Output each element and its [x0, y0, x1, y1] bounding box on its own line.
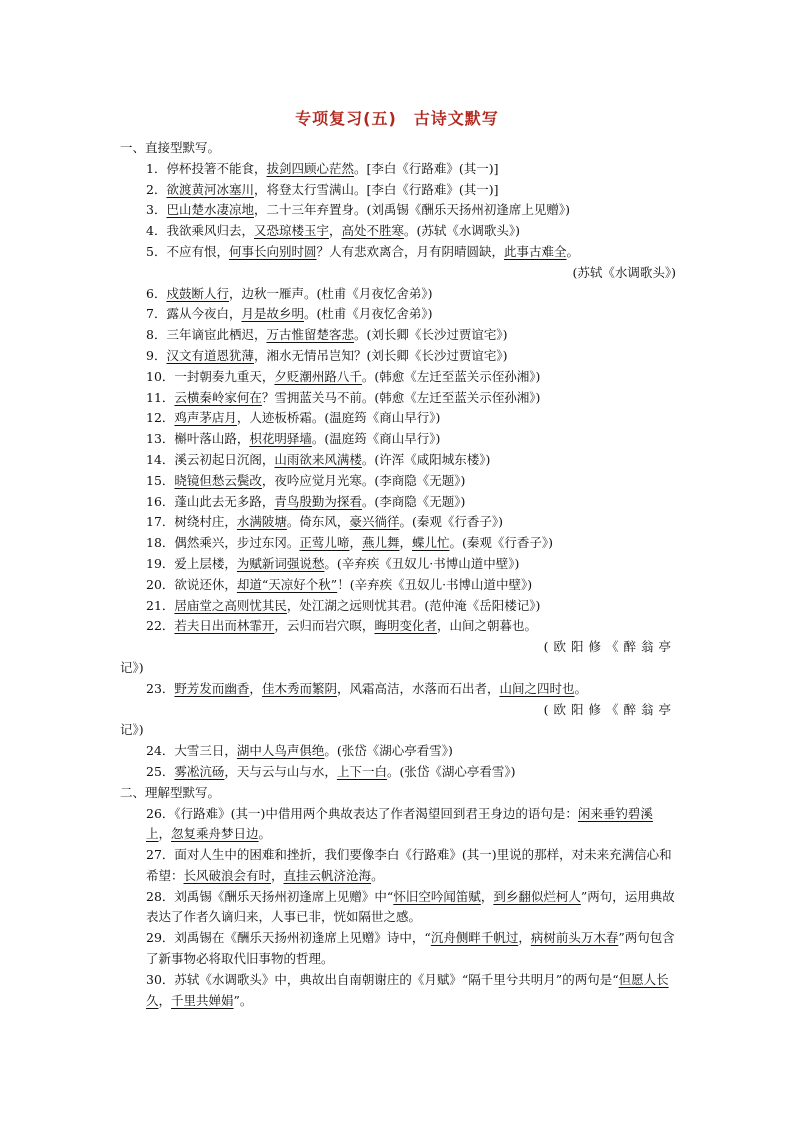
- prompt-text: ，: [480, 888, 494, 904]
- prompt-text: 。(秦观《行香子》): [399, 514, 503, 530]
- question-line: [120, 512, 676, 533]
- page-title: 专项复习(五) 古诗文默写: [295, 109, 499, 128]
- answer-text: 晦明变化者: [374, 618, 437, 634]
- answer-text: 千里共婵娟: [171, 992, 234, 1008]
- prompt-text: 。[李白《行路难》(其一)]: [353, 160, 499, 176]
- question-line: [120, 159, 676, 180]
- prompt-text: 。(秦观《行香子》): [449, 535, 554, 551]
- answer-text: 晓镜但愁云鬓改: [174, 472, 262, 488]
- prompt-text: ”两句，运用典故表达了作者久谪归来，人事已非，恍如隔世之感。: [146, 888, 675, 925]
- prompt-text: 3．: [146, 202, 167, 218]
- question-line: [120, 596, 676, 617]
- question-line: [120, 388, 676, 409]
- answer-text: 何事长向别时圆: [228, 243, 317, 259]
- prompt-text: 。: [566, 243, 580, 259]
- prompt-text: 。(辛弃疾《丑奴儿·书博山道中壁》): [324, 555, 520, 571]
- question-line: [120, 180, 676, 201]
- question-line: [120, 741, 676, 762]
- prompt-text: 4．我欲乘风归去，: [146, 223, 254, 239]
- answer-text: 长风破浪会有时: [183, 867, 272, 883]
- question-line: [120, 720, 676, 741]
- prompt-text: ，: [518, 930, 531, 946]
- prompt-text: ，: [158, 992, 172, 1008]
- answer-text: 为赋新词强说愁: [236, 555, 325, 571]
- section-heading-direct: 一、直接型默写。: [120, 140, 221, 155]
- answer-text: 山间之四时也: [499, 680, 575, 696]
- answer-text: 到乡翻似烂柯人: [493, 888, 581, 904]
- prompt-text: ，: [249, 680, 262, 696]
- answer-text: 又恐琼楼玉宇: [253, 223, 329, 239]
- question-line: [120, 367, 676, 388]
- prompt-text: ，风霜高洁，水落而石出者，: [336, 680, 500, 696]
- prompt-text: ”两句包含了新事物必将取代旧事物的哲理。: [146, 930, 675, 967]
- prompt-text: ，: [328, 223, 342, 239]
- prompt-text: ，: [271, 867, 284, 883]
- prompt-text: 27．面对人生中的困难和挫折，我们要像李白《行路难》(其一)里说的那样，对未来充满信心和希望：: [146, 847, 672, 883]
- answer-text: 戍鼓断人行: [166, 285, 229, 301]
- answer-text: 雾凇沆砀: [174, 763, 225, 779]
- answer-text: 蝶儿忙: [411, 535, 450, 551]
- answer-text: 居庙堂之高则忧其民: [174, 597, 287, 613]
- prompt-text: 。(张岱《湖心亭看雪》): [386, 763, 516, 779]
- question-line: [120, 263, 676, 284]
- prompt-text: ，: [349, 535, 362, 551]
- prompt-text: 。: [258, 826, 272, 842]
- prompt-text: 7．露从今夜白，: [146, 306, 242, 322]
- prompt-text: 29．刘禹锡在《酬乐天扬州初逢席上见赠》诗中，“: [146, 930, 431, 946]
- answer-text: 但愿人长久: [146, 971, 669, 1008]
- answer-text: 直挂云帆济沧海: [283, 867, 372, 883]
- question-line: [120, 429, 676, 450]
- answer-text: 病树前头万木春: [530, 930, 619, 946]
- prompt-text: ，山间之朝暮也。: [436, 618, 537, 634]
- question-line: [120, 346, 676, 367]
- answer-text: 湖中人鸟声俱绝: [236, 743, 325, 759]
- prompt-text: 26．《行路难》(其一)中借用两个典故表达了作者渴望回到君王身边的语句是：: [146, 805, 578, 821]
- prompt-text: 14．溪云初起日沉阁，: [146, 451, 275, 467]
- prompt-text: ，云归而岩穴暝，: [274, 618, 375, 634]
- question-line: [120, 492, 676, 513]
- prompt-text: ，: [399, 535, 412, 551]
- prompt-text: ！(辛弃疾《丑奴儿·书博山道中壁》): [337, 576, 533, 592]
- question-list-understanding: [120, 804, 676, 1012]
- prompt-text: 11．: [146, 389, 175, 405]
- prompt-text: 8．三年谪宦此栖迟，: [146, 327, 267, 343]
- answer-text: 却道“天凉好个秋”: [236, 576, 338, 592]
- answer-text: 忽复乘舟梦日边: [171, 826, 259, 842]
- question-line: [120, 450, 676, 471]
- answer-text: 夕贬潮州路八千: [274, 368, 362, 384]
- answer-text: 枳花明驿墙: [249, 431, 312, 447]
- question-line: [120, 845, 676, 887]
- prompt-text: ？人有悲欢离合，月有阴晴圆缺，: [316, 243, 504, 259]
- question-line: [120, 325, 676, 346]
- prompt-text: ，湘水无情吊岂知？(刘长卿《长沙过贾谊宅》): [253, 347, 508, 363]
- answer-text: 上下一白: [336, 763, 387, 779]
- question-line: [120, 533, 676, 554]
- prompt-text: 12．: [146, 410, 175, 426]
- question-line: [120, 554, 676, 575]
- question-line: [120, 616, 676, 637]
- answer-text: 汉文有道恩犹薄: [166, 347, 254, 363]
- prompt-text: 。(温庭筠《商山早行》): [311, 431, 441, 447]
- prompt-text: 。: [371, 867, 384, 883]
- prompt-text: 。(韩愈《左迁至蓝关示侄孙湘》): [361, 368, 541, 384]
- answer-text: 欲渡黄河冰塞川: [166, 181, 254, 197]
- answer-text: 佳木秀而繁阴: [261, 680, 337, 696]
- answer-text: 沉舟侧畔千帆过: [430, 930, 519, 946]
- prompt-text: 。(李商隐《无题》): [361, 493, 466, 509]
- prompt-text: 22．: [146, 618, 175, 634]
- prompt-text: 23．: [146, 680, 175, 696]
- prompt-text: ”。: [233, 992, 253, 1008]
- prompt-text: ，天与云与山与水，: [224, 763, 337, 779]
- prompt-text: 13．槲叶落山路，: [146, 431, 250, 447]
- answer-text: 山雨欲来风满楼: [274, 451, 362, 467]
- question-line: [120, 700, 676, 721]
- prompt-text: 9．: [146, 347, 167, 363]
- question-line: [120, 804, 676, 846]
- prompt-text: 17．树绕村庄，: [146, 514, 237, 530]
- answer-text: 高处不胜寒: [341, 223, 405, 239]
- answer-text: 青鸟殷勤为探看: [274, 493, 362, 509]
- prompt-text: 记》): [120, 659, 144, 675]
- prompt-text: 24．大雪三日，: [146, 743, 237, 759]
- prompt-text: 30．苏轼《水调歌头》中，典故出自南朝谢庄的《月赋》“隔千里兮共明月”的两句是“: [146, 971, 619, 987]
- question-line: [120, 928, 676, 970]
- answer-text: 正莺儿啼: [299, 535, 350, 551]
- prompt-text: 15．: [146, 472, 175, 488]
- question-line: [120, 637, 676, 658]
- prompt-text: ？雪拥蓝关马不前。(韩愈《左迁至蓝关示侄孙湘》): [261, 389, 541, 405]
- question-line: [120, 887, 676, 929]
- prompt-text: ，边秋一雁声。(杜甫《月夜忆舍弟》): [228, 285, 433, 301]
- question-line: [120, 304, 676, 325]
- answer-text: 鸡声茅店月: [174, 410, 237, 426]
- answer-text: 月是故乡明: [241, 306, 304, 322]
- prompt-text: 记》): [120, 722, 144, 738]
- question-line: [120, 679, 676, 700]
- question-line: [120, 284, 676, 305]
- question-line: [120, 575, 676, 596]
- answer-text: 此事古难全: [504, 243, 567, 259]
- prompt-text: 19．爱上层楼，: [146, 555, 237, 571]
- prompt-text: 16．蓬山此去无多路，: [146, 493, 275, 509]
- prompt-text: ，将登太行雪满山。[李白《行路难》(其一)]: [253, 181, 499, 197]
- question-line: [120, 221, 676, 242]
- answer-text: 闲来垂钓碧溪上: [146, 805, 653, 842]
- answer-text: 燕儿舞: [361, 535, 400, 551]
- answer-text: 拔剑四顾心茫然: [266, 160, 354, 176]
- question-line: [120, 200, 676, 221]
- answer-text: 若夫日出而林霏开: [174, 618, 275, 634]
- answer-text: 水满陂塘: [236, 514, 287, 530]
- answer-text: 豪兴徜徉: [349, 514, 400, 530]
- prompt-text: 25．: [146, 763, 175, 779]
- prompt-text: ，夜吟应觉月光寒。(李商隐《无题》): [261, 472, 466, 488]
- prompt-text: 。(刘长卿《长沙过贾谊宅》): [353, 327, 508, 343]
- prompt-text: 5．不应有恨，: [146, 243, 229, 259]
- prompt-text: ，人迹板桥霜。(温庭筠《商山早行》): [236, 410, 441, 426]
- prompt-text: 10．一封朝奏九重天，: [146, 368, 275, 384]
- prompt-text: ，二十三年弃置身。(刘禹锡《酬乐天扬州初逢席上见赠》): [253, 202, 570, 218]
- prompt-text: 28．刘禹锡《酬乐天扬州初逢席上见赠》中“: [146, 888, 394, 904]
- question-line: [120, 762, 676, 783]
- prompt-text: 21．: [146, 597, 175, 613]
- prompt-text: 。(杜甫《月夜忆舍弟》): [303, 306, 433, 322]
- content: [120, 138, 676, 1011]
- prompt-text: 2．: [146, 181, 167, 197]
- section-heading-understanding: 二、理解型默写。: [120, 784, 221, 800]
- prompt-text: 。倚东风，: [286, 514, 350, 530]
- prompt-text: 6．: [146, 285, 167, 301]
- question-list-direct: [120, 159, 676, 783]
- prompt-text: 1．停杯投箸不能食，: [146, 160, 267, 176]
- question-line: [120, 658, 676, 679]
- prompt-text: 。: [574, 680, 587, 696]
- prompt-text: 20．欲说还休，: [146, 576, 237, 592]
- question-line: [120, 408, 676, 429]
- question-line: [120, 970, 676, 1012]
- prompt-text: ，: [158, 826, 172, 842]
- answer-text: 云横秦岭家何在: [174, 389, 262, 405]
- answer-text: 野芳发而幽香: [174, 680, 250, 696]
- question-line: [120, 471, 676, 492]
- prompt-text: 。(苏轼《水调歌头》): [404, 223, 521, 239]
- answer-text: 怀旧空吟闻笛赋: [393, 888, 481, 904]
- question-line: [120, 242, 676, 263]
- prompt-text: 18．偶然乘兴，步过东冈。: [146, 535, 300, 551]
- prompt-text: 。(许浑《咸阳城东楼》): [361, 451, 491, 467]
- prompt-text: (欧阳修《醉翁亭: [543, 639, 676, 655]
- prompt-text: (苏轼《水调歌头》): [572, 264, 676, 280]
- prompt-text: 。(张岱《湖心亭看雪》): [324, 743, 453, 759]
- answer-text: 巴山楚水凄凉地: [166, 202, 254, 218]
- prompt-text: ，处江湖之远则忧其君。(范仲淹《岳阳楼记》): [286, 597, 541, 613]
- answer-text: 万古惟留楚客悲: [266, 327, 354, 343]
- prompt-text: (欧阳修《醉翁亭: [543, 701, 676, 717]
